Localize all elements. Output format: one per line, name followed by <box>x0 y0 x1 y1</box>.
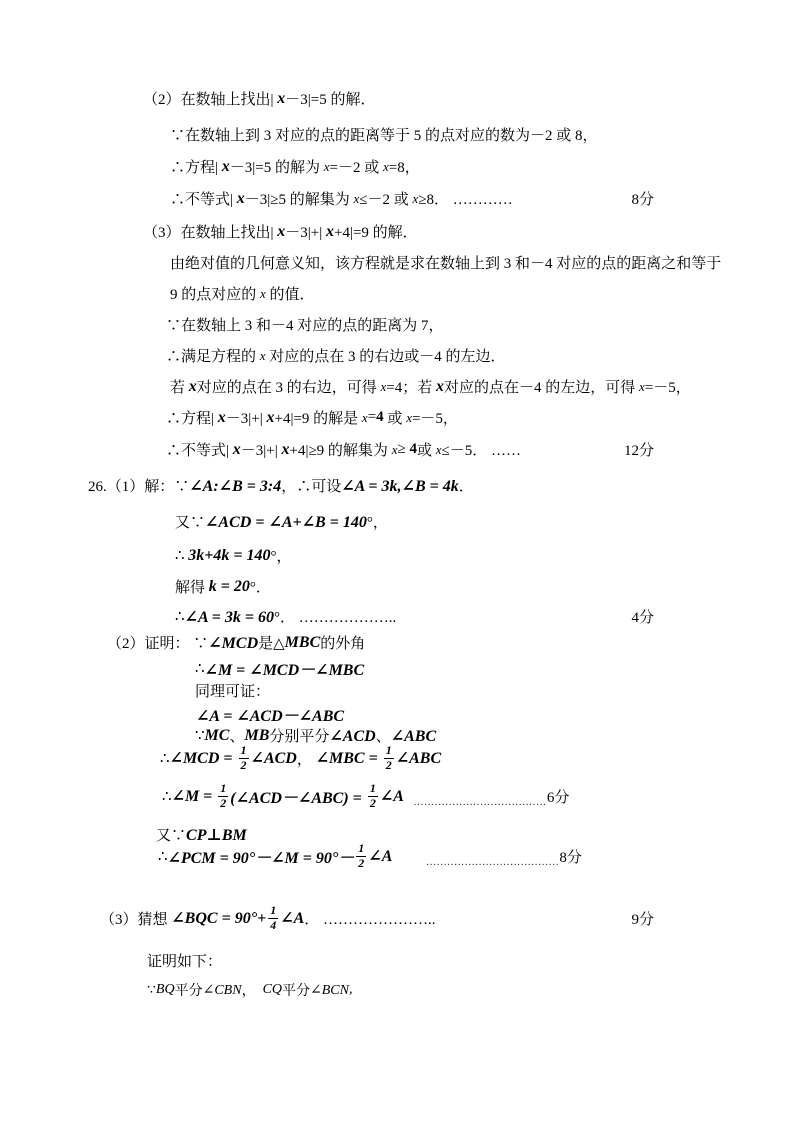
fraction <box>268 904 278 933</box>
text-run: , <box>348 982 353 997</box>
fraction <box>218 782 228 811</box>
score-label: 12分 <box>623 443 654 459</box>
text-run: －3|+| <box>225 411 267 427</box>
text-run: =4；若 <box>386 380 437 396</box>
text-run: ∠M = <box>171 788 217 806</box>
text-run: ∠M = ∠MCD－∠MBC <box>204 662 365 679</box>
score-label: 8分 <box>631 192 654 208</box>
p25-q2-answer <box>170 188 654 209</box>
text-run: 4 <box>376 409 384 425</box>
score-label: 9分 <box>631 911 654 928</box>
text-run: （3）猜想 <box>100 911 172 928</box>
p26-q1-answer <box>175 606 654 627</box>
text-run: x <box>380 378 387 394</box>
text-run: =－2 或 <box>329 160 383 176</box>
text-run: 26.（1）解：∵ <box>88 479 190 495</box>
text-run: ∠ACD <box>250 750 297 768</box>
p26-q2-step5 <box>160 744 441 773</box>
text-run: CQ <box>262 982 283 997</box>
text-run: k = 20 <box>208 577 250 595</box>
p25-q3-explain-2 <box>170 283 315 304</box>
p26-q2-step8 <box>158 842 582 871</box>
text-run: MC <box>204 726 230 744</box>
text-run: ∵ <box>195 728 205 744</box>
text-run: BQ <box>155 982 175 997</box>
text-run: 分别平分 <box>269 729 330 745</box>
text-run: ∠ABC <box>390 727 437 745</box>
text-run: ∵在数轴上到 3 对应的点的距离等于 5 的点对应的数为－2 或 8， <box>170 128 598 144</box>
text-run: +4|≥9 的解集为 <box>289 443 392 459</box>
text-run: ∠ACD <box>329 727 376 745</box>
text-run: 3k+4k = 140 <box>188 546 271 564</box>
fraction-denominator: 2 <box>385 757 392 772</box>
p26-q1-step3 <box>175 576 271 597</box>
p26-q2-step4 <box>195 725 436 746</box>
p25-q3-explain-1 <box>170 252 721 273</box>
text-run: ∠PCM = 90°－∠M = 90°－ <box>167 849 355 867</box>
text-run: x <box>259 347 266 363</box>
text-run: x <box>436 377 445 395</box>
text-run: =8， <box>388 160 420 176</box>
text-run: ∵在数轴上 3 和－4 对应的点的距离为 7， <box>166 318 444 334</box>
text-run: x <box>188 377 197 395</box>
text-run: x <box>266 408 275 426</box>
text-run: MB <box>244 726 270 744</box>
text-run: ∴方程| <box>166 411 218 427</box>
text-run: ∠A:∠B = 3:4 <box>189 477 282 495</box>
text-run: ∠CBN <box>202 982 242 998</box>
fraction-numerator: 1 <box>270 903 277 917</box>
text-run: ∴ <box>175 609 185 625</box>
p26-q2-step1 <box>195 657 364 680</box>
text-run: x <box>406 409 412 425</box>
text-run: x <box>236 189 245 207</box>
text-run: 由绝对值的几何意义知，该方程就是求在数轴上到 3 和－4 对应的点的距离之和等于 <box>170 256 722 272</box>
text-run: MBC <box>284 633 321 651</box>
text-run: x <box>639 378 645 394</box>
text-run: 解得 <box>175 580 209 596</box>
text-run: °． ……………….. <box>273 610 397 626</box>
fraction-denominator: 2 <box>240 757 247 772</box>
p25-q3-step2 <box>166 345 506 366</box>
fraction-denominator: 2 <box>369 795 376 810</box>
p25-q3-step4 <box>166 407 458 428</box>
text-run: （2）证明： ∵ <box>107 636 209 652</box>
text-run: ∠A = 3k = 60 <box>184 608 274 626</box>
text-run: +4|=9 的解是 <box>274 411 362 427</box>
p26-q2-step2 <box>195 680 270 701</box>
text-run: ∠MCD <box>208 634 259 652</box>
text-run: x <box>435 441 442 457</box>
text-run: 9 的点对应的 <box>170 287 261 303</box>
p25-q2-step1 <box>170 124 598 145</box>
text-run: ， <box>296 751 316 768</box>
text-run: ∴ <box>158 848 168 865</box>
text-run: 若 <box>170 380 189 396</box>
text-run: ∴ <box>162 788 172 805</box>
text-run: ∠MBC = <box>315 750 382 768</box>
fraction <box>368 782 378 811</box>
text-run: －3|+| <box>240 443 282 459</box>
text-run: ∠ABC <box>395 750 442 768</box>
p26-q1-step2 <box>175 545 292 566</box>
fraction <box>384 744 394 773</box>
score-label: 4分 <box>631 610 654 626</box>
text-run: ∠A = 3k,∠B = 4k <box>341 477 459 495</box>
p25-q3-title <box>143 221 418 242</box>
text-run: x <box>217 408 226 426</box>
fraction-denominator: 2 <box>358 855 365 870</box>
p26-q2-step6 <box>162 782 569 811</box>
text-run: ， <box>241 984 263 999</box>
text-run: ． <box>458 479 474 495</box>
text-run: ∴ <box>160 750 170 767</box>
fraction-numerator: 1 <box>358 841 365 855</box>
text-run: CP⊥BM <box>186 826 247 844</box>
text-run: °， <box>366 515 388 531</box>
text-run: ∠ACD = ∠A+∠B = 140 <box>205 513 367 531</box>
fraction-numerator: 1 <box>240 743 247 757</box>
text-run: x <box>391 441 398 457</box>
text-run: 对应的点在－4 的左边，可得 <box>444 380 640 396</box>
p26-q1-setup <box>88 475 474 496</box>
text-run: ∠BCN <box>310 982 349 998</box>
p26-q1-step1 <box>175 511 388 532</box>
text-run: 平分 <box>282 984 311 999</box>
text-run: 、 <box>229 729 245 745</box>
fraction-denominator: 2 <box>220 795 227 810</box>
text-run: （2）在数轴上找出| <box>143 92 278 108</box>
text-run: 对应的点在 3 的右边，可得 <box>196 380 381 396</box>
fraction <box>239 744 249 773</box>
text-run: x <box>325 222 334 240</box>
text-run: －3|=5 的解． <box>285 92 376 108</box>
text-run: x <box>323 158 330 174</box>
score-label: 6分 <box>546 789 570 806</box>
dotted-leader: ...................................... <box>413 796 547 808</box>
text-run: ∴ <box>195 661 205 677</box>
text-run: ∴不等式| <box>170 192 237 208</box>
text-run: +4|=9 的解． <box>333 225 418 241</box>
text-run: x <box>221 157 230 175</box>
text-run: ∵ <box>147 982 156 998</box>
text-run: ≥ <box>397 441 410 457</box>
text-run: °， <box>270 549 292 565</box>
p25-q2-step2 <box>170 156 420 177</box>
score-label: 8分 <box>559 849 582 866</box>
text-run: ∠BQC = 90°+ <box>171 910 267 928</box>
text-run: ∠A = ∠ACD－∠ABC <box>196 708 345 725</box>
text-run: ≥8． ………… <box>418 192 513 208</box>
text-run: x <box>277 222 286 240</box>
text-run: ∠MCD = <box>169 750 237 768</box>
text-run: =－5， <box>644 380 691 396</box>
text-run: ，∴可设 <box>281 479 342 495</box>
text-run: 4 <box>409 441 417 457</box>
text-run: x <box>382 158 389 174</box>
text-run: 对应的点在 3 的右边或－4 的左边． <box>265 349 506 365</box>
text-run: ≤－5． …… <box>441 443 521 459</box>
p26-q2-proof-start <box>107 632 365 653</box>
fraction-numerator: 1 <box>220 781 227 795</box>
text-run: 的外角 <box>320 636 366 652</box>
text-run: ∴ <box>175 548 189 564</box>
text-run: 、 <box>375 729 391 745</box>
p26-q3-conjecture <box>100 904 654 933</box>
text-run: x <box>232 440 241 458</box>
text-run: ∠A <box>379 788 404 806</box>
text-run: 或 <box>383 411 407 427</box>
text-run: 的值． <box>265 287 315 303</box>
p26-q2-step3 <box>196 703 344 726</box>
text-run: x <box>260 285 266 301</box>
p26-q3-proof-intro <box>147 950 222 971</box>
text-run: －3|=5 的解为 <box>229 160 324 176</box>
text-run: x <box>281 440 290 458</box>
p25-q3-answer <box>166 439 654 460</box>
text-run: 证明如下： <box>147 954 223 970</box>
text-run: ∴满足方程的 <box>166 349 260 365</box>
text-run: （3）在数轴上找出| <box>143 225 278 241</box>
text-run: x <box>361 409 368 425</box>
text-run: ≤－2 或 <box>359 192 413 208</box>
text-run: x <box>412 190 419 206</box>
text-run: －3|+| <box>285 225 326 241</box>
text-run: ∴不等式| <box>166 443 233 459</box>
fraction-numerator: 1 <box>385 743 392 757</box>
text-run: 同理可证： <box>195 684 271 700</box>
text-run: 又∵ <box>175 515 206 531</box>
text-run: ∴方程| <box>170 160 222 176</box>
dotted-leader: ...................................... <box>426 856 560 868</box>
text-run: ． ………………….. <box>304 911 436 928</box>
text-run: 又∵ <box>156 828 187 844</box>
fraction-numerator: 1 <box>369 781 376 795</box>
text-run: x <box>277 89 286 107</box>
text-run: －3|≥5 的解集为 <box>244 192 354 208</box>
text-run: (∠ACD－∠ABC) = <box>230 789 366 807</box>
text-run: °． <box>249 580 271 596</box>
fraction <box>356 842 366 871</box>
text-run: 或 <box>416 443 436 459</box>
text-run: 平分 <box>174 984 203 999</box>
p25-q3-step1 <box>166 314 444 335</box>
p25-q3-step3 <box>170 376 691 397</box>
text-run: ∠A <box>280 910 305 928</box>
text-run: ∠A <box>368 848 393 866</box>
text-run: =－5， <box>411 411 458 427</box>
p26-q3-step1 <box>147 980 352 1000</box>
fraction-denominator: 4 <box>270 917 277 932</box>
text-run: x <box>353 190 360 206</box>
text-run: 是△ <box>258 636 285 652</box>
p25-q2-title <box>143 88 375 109</box>
text-run: = <box>367 409 377 425</box>
